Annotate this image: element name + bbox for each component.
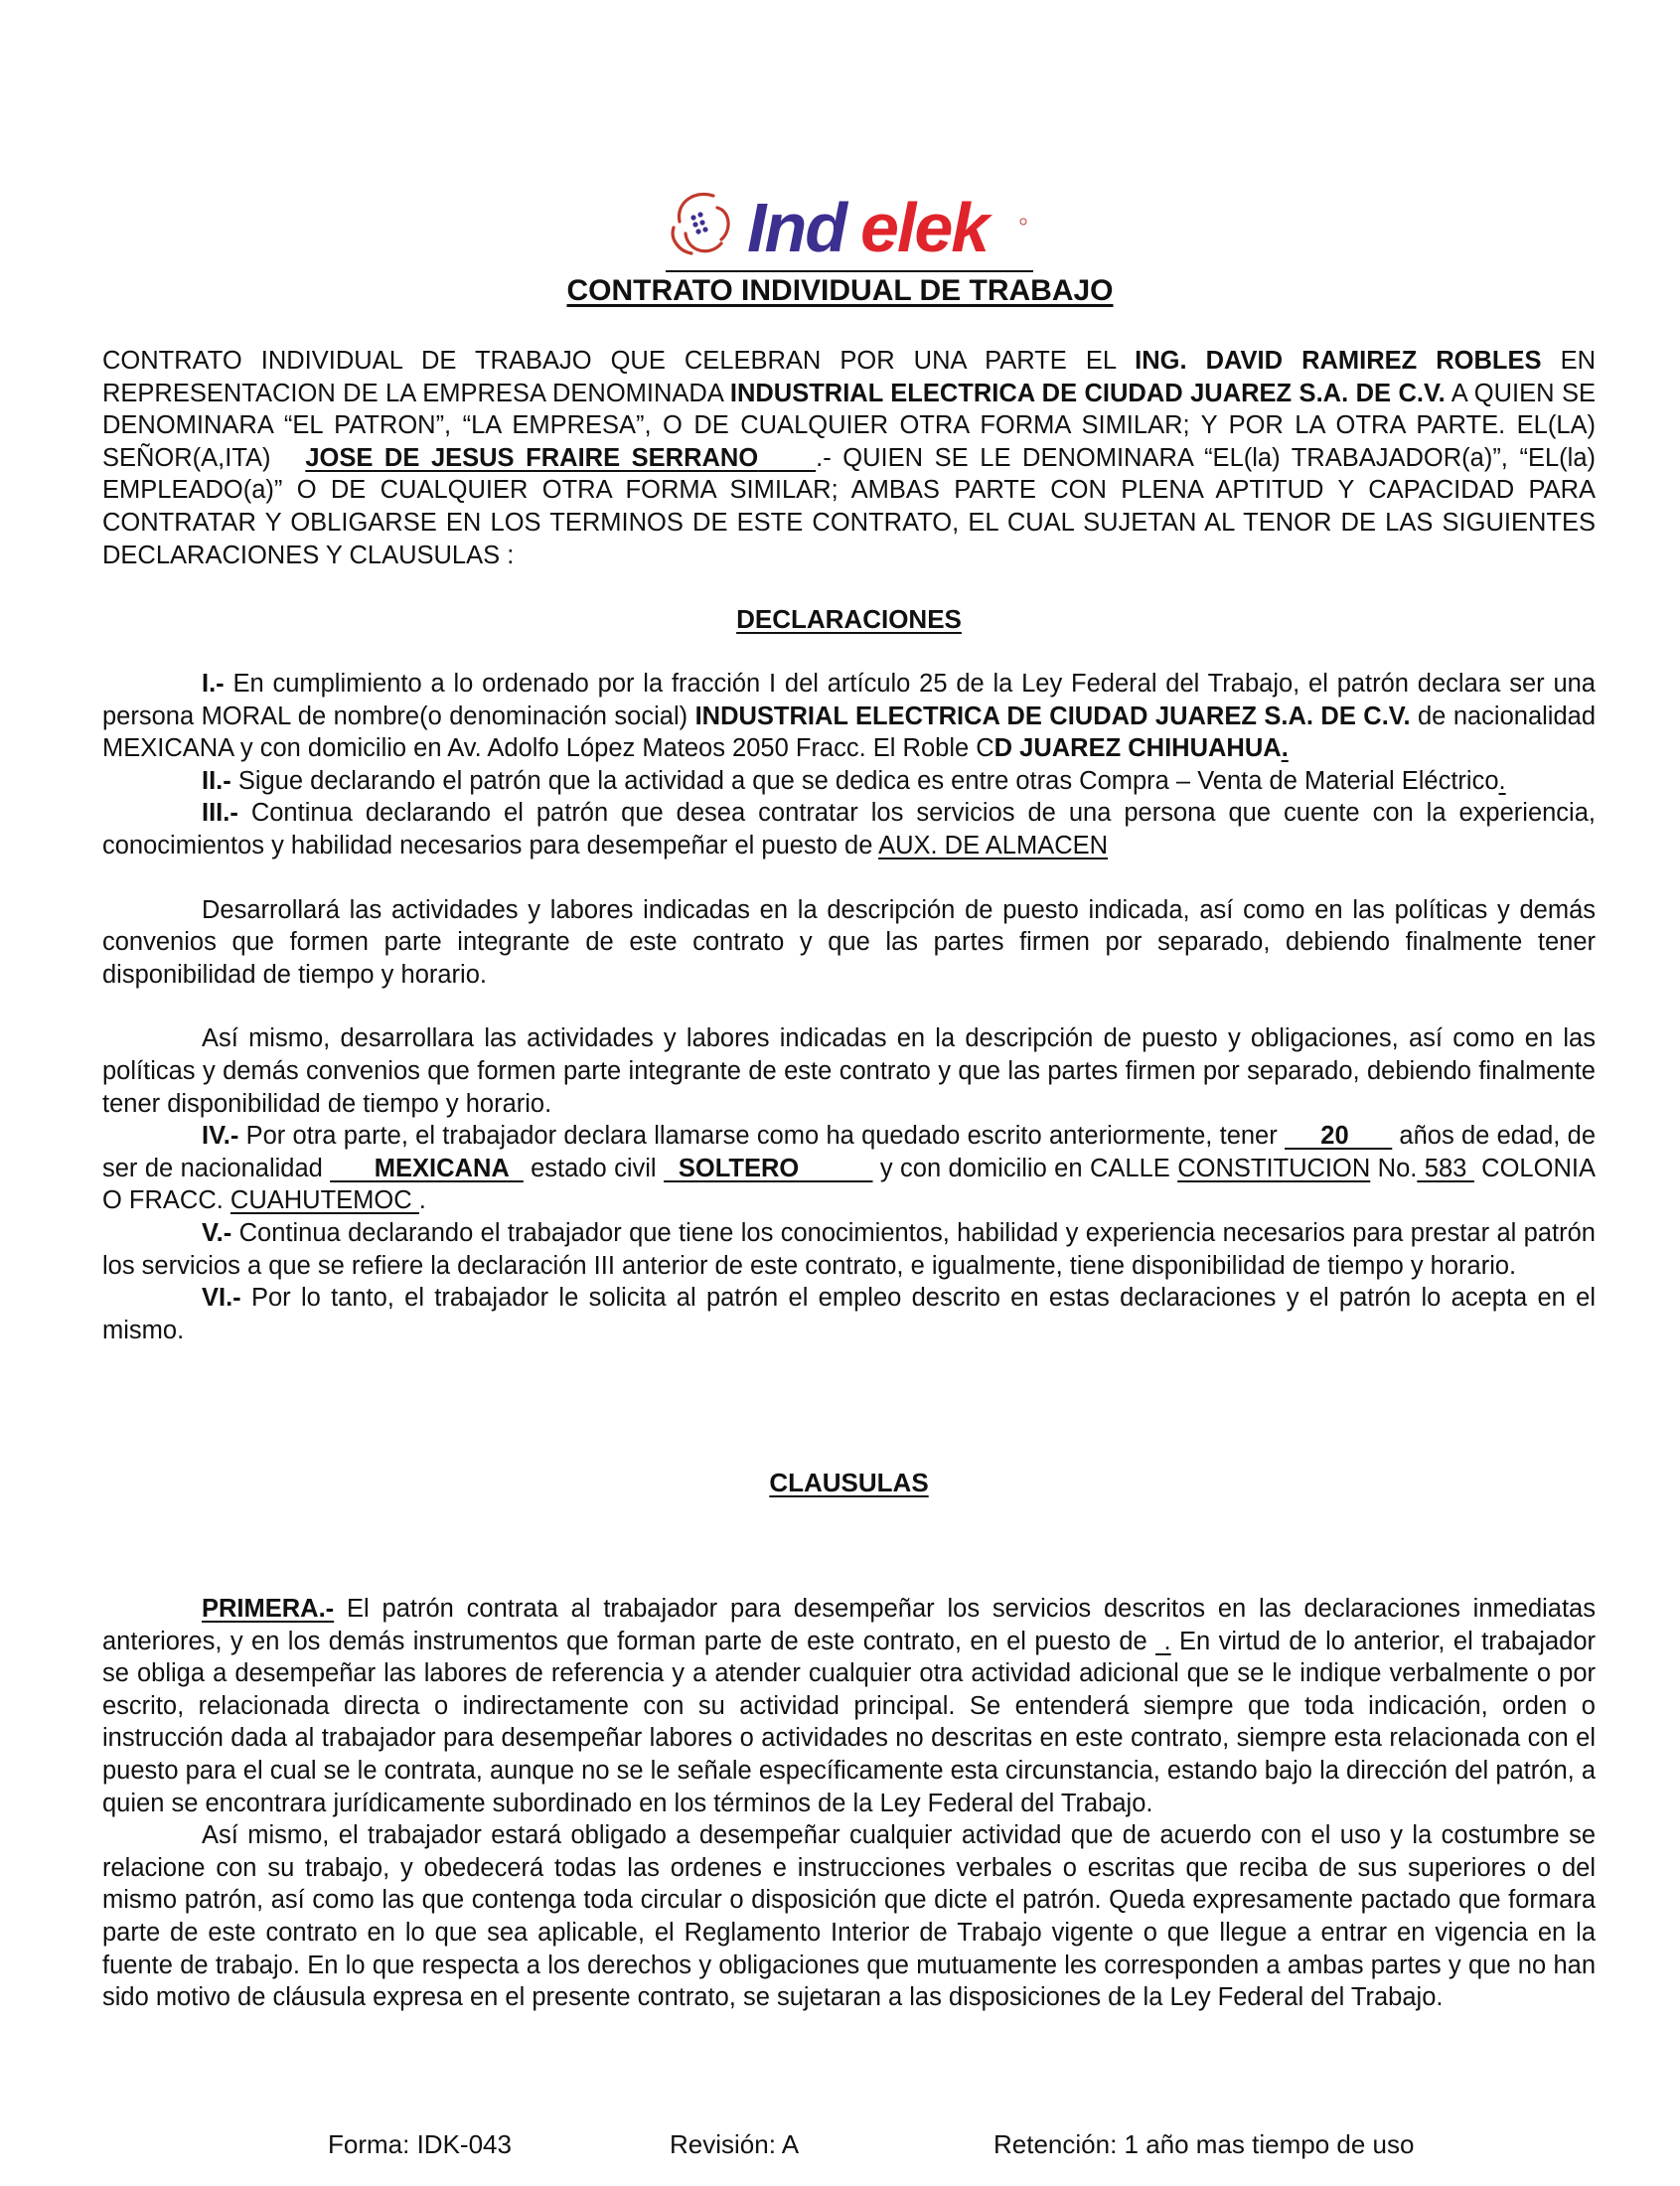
indelek-logo-graphic — [666, 182, 1033, 273]
street-field: CONSTITUCION — [1177, 1154, 1371, 1182]
declaration-4-text-5: No. — [1370, 1154, 1418, 1182]
declaration-4 — [102, 1120, 1596, 1217]
declaration-1 — [102, 668, 1596, 765]
declaration-4-text-7: . — [418, 1186, 426, 1215]
representative-name: ING. DAVID RAMIREZ ROBLES — [1135, 347, 1542, 375]
declaration-1-city: D JUAREZ CHIHUAHUA — [993, 734, 1282, 763]
declaration-4-text-1: Por otra parte, el trabajador declara llamarse como ha quedado escrito anteriormente, tener — [238, 1122, 1285, 1151]
declaration-1-text: En cumplimiento a lo ordenado por la fracción I del artículo 25 de la Ley Federal del Trabajo, el patrón declara ser una persona MORAL de nombre(o denominación social) — [102, 670, 1596, 730]
declaration-4-text-6: COLONIA O FRACC. — [102, 1154, 1596, 1215]
paragraph-asimismo: Así mismo, desarrollara las actividades y labores indicadas en la descripción de puesto y obligaciones, así como en las políticas y demás convenios que formen parte integrante de este contrato y que las partes firmen por separado, debiendo finalmente tener disponibilidad de tiempo y horario. — [102, 1024, 1596, 1118]
document-title: CONTRATO INDIVIDUAL DE TRABAJO — [566, 274, 1114, 307]
declaration-3-number: III.- — [202, 799, 238, 828]
form-code: Forma: IDK-043 — [328, 2129, 512, 2159]
declaration-1-company: INDUSTRIAL ELECTRICA DE CIUDAD JUAREZ S.A. DE C.V. — [694, 702, 1411, 730]
declaration-5-text: Continua declarando el trabajador que tiene los conocimientos, habilidad y experiencia necesarios para prestar al patrón los servicios a que se refiere la declaración III anterior de este contrato, e igualmente, tiene disponibilidad de tiempo y horario. — [102, 1218, 1596, 1280]
clause-primera-label: PRIMERA.- — [202, 1595, 335, 1623]
revision: Revisión: A — [670, 2129, 800, 2159]
intro-text-1: CONTRATO INDIVIDUAL DE TRABAJO QUE CELEBRAN POR UNA PARTE EL — [102, 347, 1136, 375]
intro-text-3: A QUIEN SE DENOMINARA “EL PATRON”, “LA EMPRESA”, O DE CUALQUIER OTRA FORMA SIMILAR; Y POR LA OTRA PARTE. EL(LA) SEÑOR(A,ITA) — [102, 379, 1597, 472]
position-blank: . — [1163, 1627, 1171, 1655]
declaraciones-heading: DECLARACIONES — [736, 604, 962, 634]
company-name: INDUSTRIAL ELECTRICA DE CIUDAD JUAREZ S.A. DE C.V. — [729, 379, 1446, 407]
declaration-4-text-4: y con domicilio en CALLE — [872, 1154, 1178, 1182]
declaration-2-dot: . — [1498, 766, 1506, 795]
clause-primera-text-1: El patrón contrata al trabajador para desempeñar los servicios descritos en las declaraciones inmediatas anteriores, y en los demás instrumentos que forman parte de este contrato, en el puesto de — [102, 1595, 1596, 1655]
civil-status-field: SOLTERO — [678, 1154, 800, 1182]
declaration-4-text-3: estado civil — [523, 1154, 665, 1182]
clause-primera-paragraph-2: Así mismo, el trabajador estará obligado a desempeñar cualquier actividad que de acuerdo con el uso y la costumbre se relacione con su trabajo, y obedecerá todas las ordenes e instrucciones verbales o escritas que reciba de sus superiores o del mismo patrón, así como las que contenga toda circular o disposición que dicte el patrón. Queda expresamente pactado que formara parte de este contrato en lo que sea aplicable, el Reglamento Interior de Trabajo vigente o que llegue a entrar en vigencia en la fuente de trabajo. En lo que respecta a los derechos y obligaciones que mutuamente les corresponden a ambas partes y que no han sido motivo de cláusula expresa en el presente contrato, se sujetaran a las disposiciones de la Ley Federal del Trabajo. — [102, 1821, 1596, 2012]
declaration-2 — [102, 765, 1596, 798]
retention: Retención: 1 año mas tiempo de uso — [993, 2129, 1415, 2159]
form-footer — [0, 2129, 1680, 2163]
declaration-3-text: Continua declarando el patrón que desea contratar los servicios de una persona que cuente con la experiencia, conocimientos y habilidad necesarios para desempeñar el puesto de — [102, 799, 1596, 859]
indelek-logo — [666, 182, 1033, 273]
declaration-5-number: V.- — [202, 1218, 232, 1247]
number-field: 583 — [1424, 1154, 1467, 1182]
declaration-3-position: AUX. DE ALMACEN — [878, 831, 1109, 859]
declaration-1-text-2: de nacionalidad MEXICANA y con domicilio en Av. Adolfo López Mateos 2050 Fracc. El Roble C — [102, 702, 1597, 763]
intro-paragraph — [102, 345, 1596, 571]
declaration-6 — [102, 1282, 1596, 1346]
clausulas-heading: CLAUSULAS — [769, 1468, 929, 1497]
age-field: 20 — [1320, 1122, 1349, 1151]
colonia-field: CUAHUTEMOC — [229, 1186, 412, 1215]
intro-text-2: EN REPRESENTACION DE LA EMPRESA DENOMINADA — [102, 347, 1596, 407]
clause-primera-text-2: En virtud de lo anterior, el trabajador se obliga a desempeñar las labores de referencia y a atender cualquier otra actividad adicional que se le indique verbalmente o por escrito, relacionada directa o indirectamente con su actividad principal. Se entenderá siempre que toda indicación, orden o instrucción dada al trabajador para desempeñar labores o actividades no descritas en este contrato, siempre esta relacionada con el puesto para el cual se le contrata, aunque no se le señale específicamente esta circunstancia, estando bajo la dirección del patrón, a quien se encontrara jurídicamente subordinado en los términos de la Ley Federal del Trabajo. — [102, 1627, 1596, 1817]
svg-text:Ind: Ind — [747, 189, 845, 266]
declaration-2-text: Sigue declarando el patrón que la actividad a que se dedica es entre otras Compra – Venta de Material Eléctrico — [230, 766, 1499, 795]
nationality-field: MEXICANA — [374, 1154, 509, 1182]
svg-text:elek: elek — [860, 189, 989, 266]
declaration-3 — [102, 797, 1596, 861]
declaration-6-number: VI.- — [202, 1284, 241, 1313]
clause-primera — [102, 1593, 1596, 1819]
declaration-6-text: Por lo tanto, el trabajador le solicita al patrón el empleo descrito en estas declaraciones y el patrón lo acepta en el mismo. — [102, 1284, 1596, 1344]
declaraciones-section — [102, 668, 1596, 1346]
declaration-1-number: I.- — [202, 670, 225, 698]
declaration-1-dot: . — [1281, 734, 1289, 763]
declaration-2-number: II.- — [202, 766, 231, 795]
declaration-4-number: IV.- — [202, 1122, 239, 1151]
declaration-5 — [102, 1217, 1596, 1282]
declaration-4-text-2: años de edad, de ser de nacionalidad — [102, 1122, 1596, 1182]
intro-section — [102, 345, 1596, 571]
paragraph-desarrollara: Desarrollará las actividades y labores indicadas en la descripción de puesto indicada, así como en las políticas y demás convenios que formen parte integrante de este contrato y que las partes firmen por separado, debiendo finalmente tener disponibilidad de tiempo y horario. — [102, 895, 1596, 989]
intro-text-4: .- QUIEN SE LE DENOMINARA “EL(la) TRABAJADOR(a)”, “EL(la) EMPLEADO(a)” O DE CUALQUIER OTRA FORMA SIMILAR; AMBAS PARTE CON PLENA APTITUD Y CAPACIDAD PARA CONTRATAR Y OBLIGARSE EN LOS TERMINOS DE ESTE CONTRATO, EL CUAL SUJETAN AL TENOR DE LAS SIGUIENTES DECLARACIONES Y CLAUSULAS : — [102, 443, 1596, 569]
worker-name: JOSE DE JESUS FRAIRE SERRANO — [305, 443, 759, 472]
clausulas-section — [102, 1593, 1596, 2014]
